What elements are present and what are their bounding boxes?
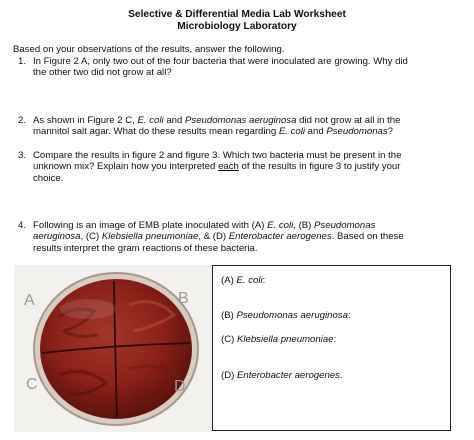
question-4 <box>18 220 453 254</box>
worksheet-subtitle: Microbiology Laboratory <box>177 21 297 32</box>
question-text: mannitol salt agar. What do these results mean regarding E. coli and Pseudomonas? <box>33 126 394 138</box>
answer-box <box>212 265 451 431</box>
question-number: 4. <box>18 220 27 231</box>
glare <box>60 299 116 319</box>
question-number: 1. <box>18 56 27 67</box>
question-text: In Figure 2 A, only two out of the four bacteria that were inoculated are growing. Why did <box>33 56 408 67</box>
question-2 <box>18 115 453 138</box>
question-text: Following is an image of EMB plate inoculated with (A) E. coli, (B) Pseudomonas <box>33 220 376 231</box>
instructions: Based on your observations of the results, answer the following. <box>13 44 285 55</box>
plate-label-b: B <box>178 290 189 307</box>
question-number: 3. <box>18 150 27 161</box>
answer-line-c: (C) Klebsiella pneumoniae: <box>221 334 337 345</box>
petri-dish-illustration <box>14 265 212 432</box>
question-text: Compare the results in figure 2 and figure 3. Which two bacteria must be present in the <box>33 150 402 161</box>
question-1 <box>18 56 453 79</box>
answer-line-a: (A) E. coli: <box>221 275 266 286</box>
plate-label-a: A <box>24 292 35 309</box>
question-number: 2. <box>18 115 27 126</box>
question-text: choice. <box>33 172 64 184</box>
question-text: the other two did not grow at all? <box>33 67 172 79</box>
plate-label-d: D <box>174 378 186 395</box>
answer-line-d: (D) Enterobacter aerogenes. <box>221 370 343 381</box>
answer-line-b: (B) Pseudomonas aeruginosa: <box>221 310 351 321</box>
question-text: results interpret the gram reactions of these bacteria. <box>33 242 258 254</box>
question-text: unknown mix? Explain how you interpreted each of the results in figure 3 to justify your <box>33 161 401 173</box>
emb-plate-image <box>14 265 212 432</box>
worksheet-title: Selective & Differential Media Lab Worksheet <box>128 9 346 20</box>
question-text: aeruginosa, (C) Klebsiella pneumoniae, & (D) Enterobacter aerogenes. Based on these <box>33 231 404 243</box>
plate-label-c: C <box>26 376 38 393</box>
question-3 <box>18 150 453 184</box>
question-text: As shown in Figure 2 C, E. coli and Pseudomonas aeruginosa did not grow at all in the <box>33 115 401 126</box>
